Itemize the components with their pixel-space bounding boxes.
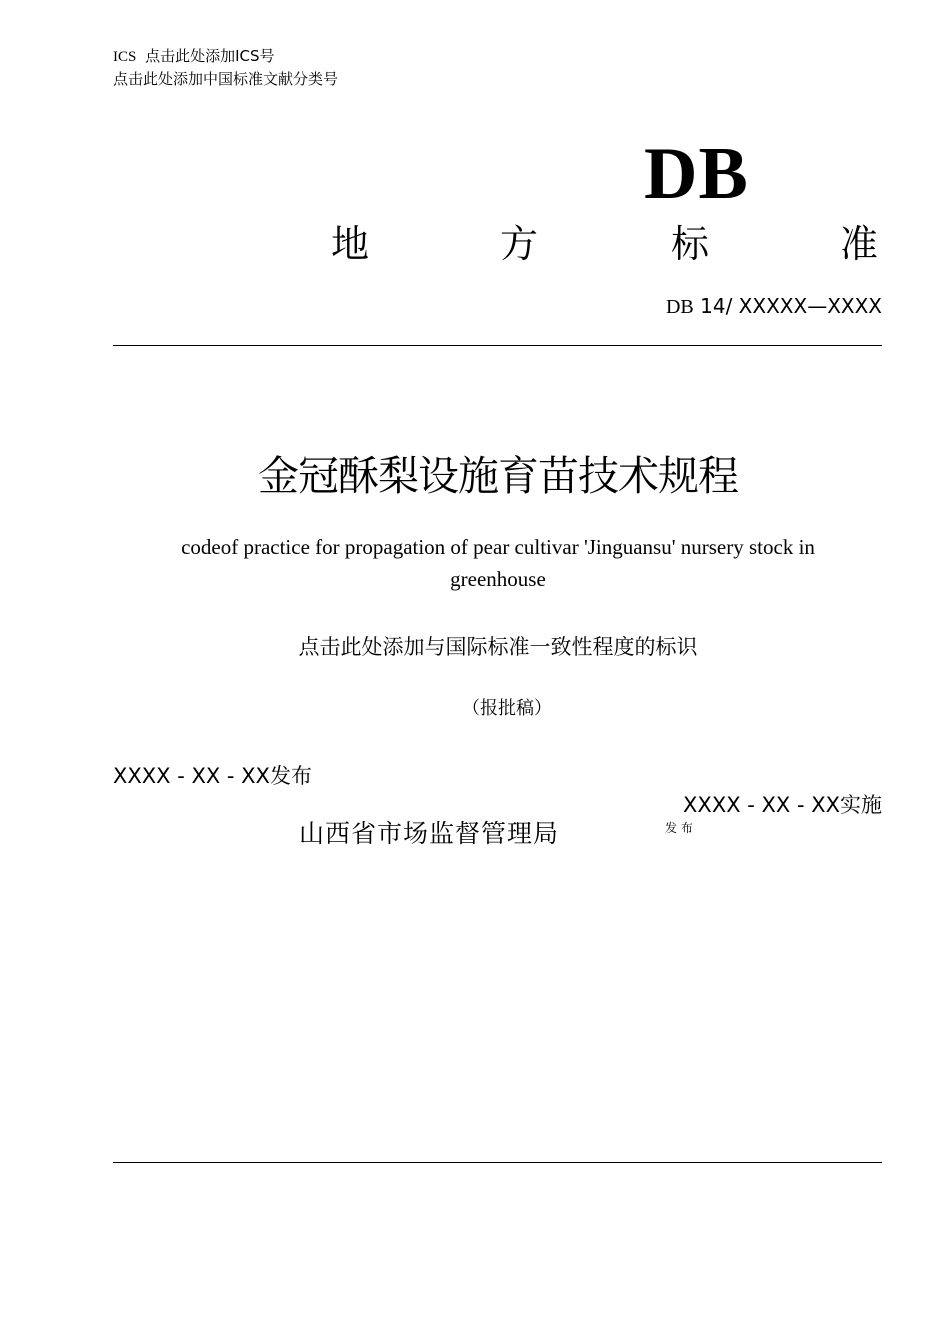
standard-number-prefix: DB	[665, 296, 694, 318]
document-title-en-line-1: codeof practice for propagation of pear cultivar 'Jinguansu' nursery stock in	[181, 535, 815, 559]
standard-number	[666, 293, 882, 320]
ics-prefix: ICS	[113, 49, 137, 65]
publisher-suffix: 发 布	[665, 821, 693, 835]
draft-stage: （报批稿）	[462, 698, 552, 718]
document-title-zh: 金冠酥梨设施育苗技术规程	[258, 452, 738, 500]
ccs-placeholder[interactable]: 点击此处添加中国标准文献分类号	[113, 70, 339, 88]
issue-date[interactable]: XXXX - XX - XX发布	[113, 764, 312, 788]
standard-type-char-3: 标	[671, 222, 710, 266]
ics-line	[113, 46, 275, 67]
document-title-en-line-2: greenhouse	[450, 567, 546, 591]
bottom-divider	[113, 1162, 882, 1163]
db-logo: DB	[644, 133, 749, 215]
standard-number-value[interactable]: 14/ XXXXX—XXXX	[700, 294, 882, 318]
consistency-placeholder[interactable]: 点击此处添加与国际标准一致性程度的标识	[298, 635, 698, 659]
implementation-date[interactable]: XXXX - XX - XX实施	[683, 793, 882, 817]
standard-type-char-4: 准	[840, 222, 879, 266]
top-divider	[113, 345, 882, 346]
standard-type-char-1: 地	[331, 222, 370, 266]
standard-type-char-2: 方	[500, 222, 539, 266]
publisher-name: 山西省市场监督管理局	[299, 819, 560, 848]
ics-placeholder[interactable]: 点击此处添加ICS号	[145, 47, 275, 65]
